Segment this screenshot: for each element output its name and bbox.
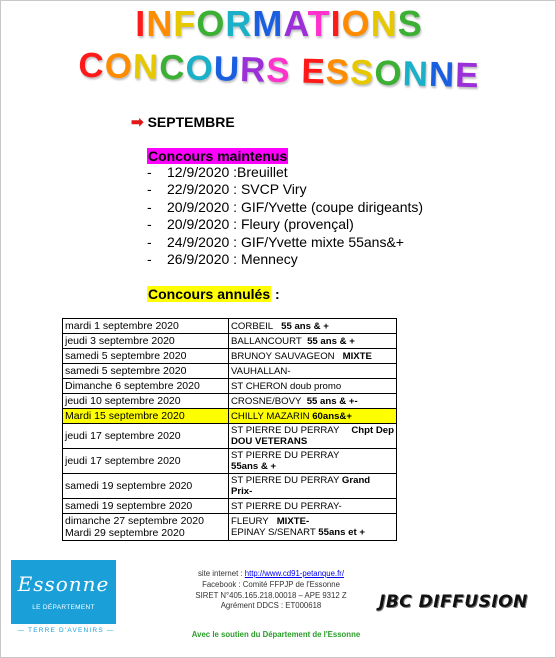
table-row: jeudi 10 septembre 2020 CROSNE/BOVY 55 ans & +-: [63, 394, 397, 409]
table-row: samedi 5 septembre 2020 BRUNOY SAUVAGEON MIXTE: [63, 349, 397, 364]
logo-tagline: — TERRE D'AVENIRS —: [17, 627, 115, 634]
essonne-logo: [11, 560, 116, 624]
table-row: jeudi 17 septembre 2020 ST PIERRE DU PERRAY Chpt Dep DOU VETERANS: [63, 424, 397, 449]
list-item: - 24/9/2020 : GIF/Yvette mixte 55ans&+: [147, 233, 404, 250]
support-line: Avec le soutien du Département de l'Essonne: [191, 630, 361, 639]
logo-script: Essonne: [17, 572, 110, 596]
table-row: samedi 19 septembre 2020 ST PIERRE DU PERRAY Grand Prix-: [63, 474, 397, 499]
table-row: jeudi 3 septembre 2020 BALLANCOURT 55 ans & +: [63, 334, 397, 349]
list-item: - 22/9/2020 : SVCP Viry: [147, 181, 307, 198]
cancelled-table: [62, 318, 397, 541]
cancelled-title-text: Concours annulés: [148, 286, 271, 302]
agrement-line: Agrément DDCS : ET000618: [220, 601, 322, 611]
cancelled-title: Concours annulés :: [148, 286, 280, 302]
list-item: - 12/9/2020 :Breuillet: [147, 164, 288, 180]
month-label: SEPTEMBRE: [147, 114, 235, 130]
table-row: samedi 5 septembre 2020 VAUHALLAN-: [63, 364, 397, 379]
facebook-line: Facebook : Comité FFPJP de l'Essonne: [202, 579, 340, 589]
siret-line: SIRET N°405.165.218.00018 – APE 9312 Z: [195, 590, 347, 600]
list-item: - 20/9/2020 : Fleury (provençal): [147, 216, 354, 233]
maintained-list: [147, 164, 423, 268]
logo-department: LE DÉPARTEMENT: [32, 604, 95, 611]
sponsor-logo: JBC DIFFUSION: [379, 592, 528, 612]
right-arrow-icon: ➡: [131, 114, 144, 131]
maintained-title: Concours maintenus: [148, 148, 288, 164]
title-informations: INFORMATIONS: [135, 3, 423, 44]
list-item: - 26/9/2020 : Mennecy: [147, 251, 298, 268]
site-link[interactable]: http://www.cd91-petanque.fr/: [244, 569, 345, 578]
table-row: dimanche 27 septembre 2020 Mardi 29 septembre 2020 FLEURY MIXTE- EPINAY S/SENART 55ans et +: [63, 514, 397, 541]
footer-info: site internet : http://www.cd91-petanque.fr/ Facebook : Comité FFPJP de l'Essonne SIRET N°405.165.218.00018 – APE 9312 Z Agrément DDCS : ET000618: [166, 569, 376, 612]
table-row: jeudi 17 septembre 2020 ST PIERRE DU PERRAY 55ans & +: [63, 449, 397, 474]
table-row: Dimanche 6 septembre 2020 ST CHERON doub promo: [63, 379, 397, 394]
month-heading: [131, 113, 235, 131]
title-concours-essonne: CONCOURS ESSONNE: [77, 45, 481, 96]
table-row: samedi 19 septembre 2020 ST PIERRE DU PERRAY-: [63, 499, 397, 514]
table-row: mardi 1 septembre 2020 CORBEIL 55 ans & +: [63, 319, 397, 334]
list-item: - 20/9/2020 : GIF/Yvette (coupe dirigeants): [147, 198, 424, 215]
table-row-highlighted: Mardi 15 septembre 2020 CHILLY MAZARIN 60ans&+: [63, 409, 397, 424]
